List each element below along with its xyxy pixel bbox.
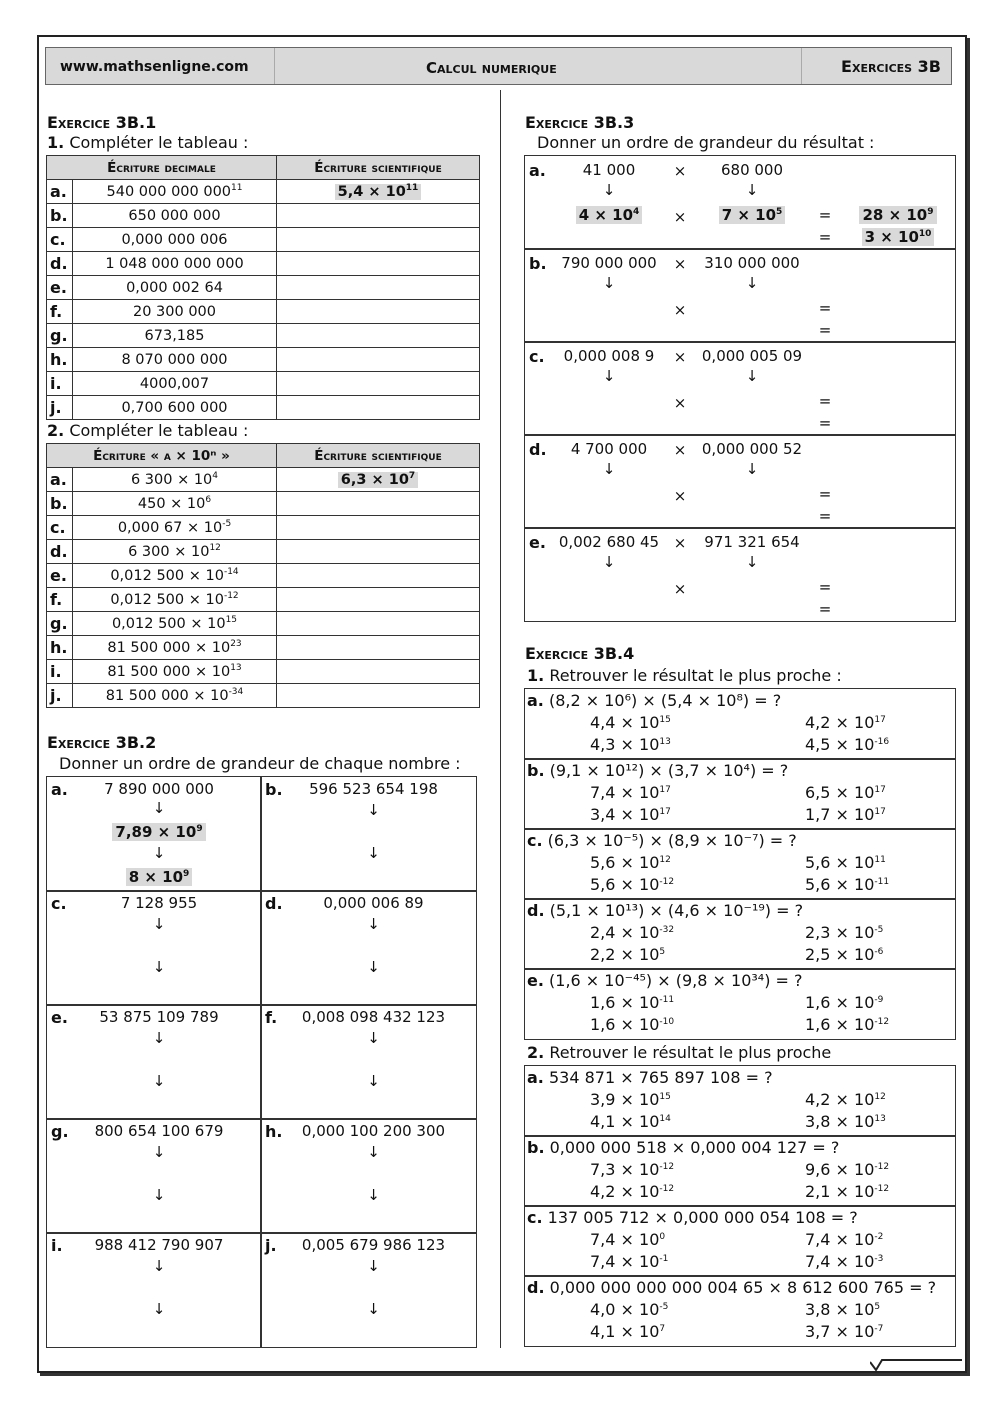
answer-option[interactable]: $3,9 \times 10^{15}$ (590, 1090, 671, 1109)
ex2-instruction: Donner un ordre de grandeur de chaque nombre : (59, 754, 461, 773)
site-url[interactable]: www.mathsenligne.com (60, 59, 249, 75)
table-row (47, 180, 480, 204)
cell-letter: e. (51, 1008, 68, 1027)
row-letter: i. (47, 372, 73, 396)
table-row (47, 252, 480, 276)
table-row (47, 492, 480, 516)
given-value: 20 300 000 (73, 300, 277, 324)
arrow: ↓ (745, 274, 759, 292)
page-corner-mark (870, 1356, 962, 1372)
answer-option[interactable]: $4,1 \times 10^7$ (590, 1322, 666, 1341)
given-value: 0,012 $500 \times 10^{-12}$ (73, 588, 277, 612)
mcq-item (524, 1205, 956, 1277)
times-sign: × (673, 348, 687, 366)
number: 7 890 000 000 (104, 780, 214, 798)
times-sign: × (673, 394, 687, 412)
times-sign: × (673, 255, 687, 273)
factor-1: 790 000 000 (561, 254, 657, 272)
arrow: ↓ (602, 367, 616, 385)
answer-option[interactable]: $7,4 \times 10^{-2}$ (805, 1230, 884, 1249)
arrow: ↓ (152, 1072, 166, 1090)
ex1-table1 (46, 155, 480, 420)
answer-cell[interactable] (277, 684, 480, 708)
mcq-item (524, 1135, 956, 1207)
table-row (47, 228, 480, 252)
question: b. (9,1 × 10¹²) × (3,7 × 10⁴) = ? (527, 761, 789, 780)
answer-cell[interactable] (277, 396, 480, 420)
ex1-title: Exercice 3B.1 (47, 113, 157, 132)
mcq-item (524, 828, 956, 900)
answer-option[interactable]: $4,2 \times 10^{-12}$ (590, 1182, 675, 1201)
factor-2: 680 000 (720, 161, 784, 179)
row-letter: c. (529, 347, 545, 366)
row-letter: e. (47, 564, 73, 588)
mcq-item (524, 688, 956, 760)
equals-sign: = (818, 206, 832, 224)
ex4-title: Exercice 3B.4 (525, 644, 635, 663)
arrow: ↓ (152, 1186, 166, 1204)
factor-2: 0,000 000 52 (701, 440, 803, 458)
exercise-ref: Exercices 3B (841, 57, 941, 76)
number: 0,000 100 200 300 (301, 1122, 446, 1140)
arrow: ↓ (152, 799, 166, 817)
answer-cell[interactable] (277, 636, 480, 660)
question: c. 137 005 712 × 0,000 000 054 108 = ? (527, 1208, 858, 1227)
scientific-form: $7,89 \times 10^9$ (77, 823, 241, 841)
number: 596 523 654 198 (309, 780, 438, 798)
result-2: $3 \times 10^{10}$ (843, 228, 953, 246)
row-letter: a. (47, 180, 73, 204)
answer-option[interactable]: $3,7 \times 10^{-7}$ (805, 1322, 884, 1341)
row-letter: a. (47, 468, 73, 492)
given-value: 650 000 000 (73, 204, 277, 228)
given-value: 4000,007 (73, 372, 277, 396)
arrow: ↓ (602, 553, 616, 571)
given-value: 1 048 000 000 000 (73, 252, 277, 276)
answer-option[interactable]: $1,7 \times 10^{17}$ (805, 805, 886, 824)
cell-letter: i. (51, 1236, 63, 1255)
answer-cell[interactable] (277, 348, 480, 372)
row-letter: a. (529, 161, 546, 180)
row-letter: e. (47, 276, 73, 300)
equals-sign: = (818, 299, 832, 317)
arrow: ↓ (367, 1300, 380, 1318)
table-row (47, 324, 480, 348)
answer-option[interactable]: $3,8 \times 10^{13}$ (805, 1112, 886, 1131)
order-cell[interactable] (260, 1004, 477, 1120)
result-1: $28 \times 10^9$ (843, 206, 953, 224)
order-form: $8 \times 10^9$ (77, 868, 241, 886)
question: a. (8,2 × 10⁶) × (5,4 × 10⁸) = ? (527, 691, 782, 710)
times-sign: × (673, 208, 687, 226)
approx-1: $4 \times 10^4$ (549, 206, 669, 224)
example-answer: $5,4 \times 10^{11}$ (335, 184, 422, 200)
number: 0,005 679 986 123 (301, 1236, 446, 1254)
mcq-item (524, 1275, 956, 1347)
order-cell[interactable] (46, 890, 262, 1006)
arrow: ↓ (367, 1257, 380, 1275)
answer-option[interactable]: $3,4 \times 10^{17}$ (590, 805, 671, 824)
given-value: 0,012 $500 \times 10^{15}$ (73, 612, 277, 636)
arrow: ↓ (152, 1029, 166, 1047)
times-sign: × (673, 162, 687, 180)
col-header: Écriture scientifique (277, 156, 480, 180)
equals-sign: = (818, 578, 832, 596)
table-row (47, 588, 480, 612)
row-letter: c. (47, 228, 73, 252)
equals-sign: = (818, 392, 832, 410)
answer-cell[interactable] (277, 588, 480, 612)
arrow: ↓ (152, 1300, 166, 1318)
arrow: ↓ (367, 844, 380, 862)
question: a. 534 871 × 765 897 108 = ? (527, 1068, 773, 1087)
number: 988 412 790 907 (94, 1236, 224, 1254)
table-row (47, 684, 480, 708)
question: d. (5,1 × 10¹³) × (4,6 × 10⁻¹⁹) = ? (527, 901, 804, 920)
given-value: 0,000 000 006 (73, 228, 277, 252)
number: 800 654 100 679 (94, 1122, 224, 1140)
given-value: 0,000 002 64 (73, 276, 277, 300)
question: e. (1,6 × 10⁻⁴⁵) × (9,8 × 10³⁴) = ? (527, 971, 803, 990)
answer-option[interactable]: $1,6 \times 10^{-12}$ (805, 1015, 890, 1034)
answer-option[interactable]: $4,0 \times 10^{-5}$ (590, 1300, 669, 1319)
answer-option[interactable]: $7,3 \times 10^{-12}$ (590, 1160, 675, 1179)
given-value: 673,185 (73, 324, 277, 348)
answer-cell[interactable] (277, 564, 480, 588)
product-row[interactable] (524, 527, 956, 622)
factor-2: 310 000 000 (704, 254, 800, 272)
answer-option[interactable]: $4,3 \times 10^{13}$ (590, 735, 671, 754)
cell-letter: g. (51, 1122, 69, 1141)
table-row (47, 300, 480, 324)
answer-option[interactable]: $4,1 \times 10^{14}$ (590, 1112, 671, 1131)
factor-1: 41 000 (582, 161, 636, 179)
cell-letter: b. (265, 780, 283, 799)
answer-option[interactable]: $2,2 \times 10^5$ (590, 945, 666, 964)
ex3-instruction: Donner un ordre de grandeur du résultat : (537, 133, 875, 152)
cell-letter: c. (51, 894, 67, 913)
given-value: 0,700 600 000 (73, 396, 277, 420)
arrow: ↓ (152, 958, 166, 976)
row-letter: j. (47, 396, 73, 420)
arrow: ↓ (367, 801, 380, 819)
answer-option[interactable]: $1,6 \times 10^{-9}$ (805, 993, 884, 1012)
equals-sign: = (818, 485, 832, 503)
answer-option[interactable]: $2,3 \times 10^{-5}$ (805, 923, 884, 942)
answer-cell[interactable] (277, 516, 480, 540)
times-sign: × (673, 534, 687, 552)
table-row (47, 540, 480, 564)
ex4-part2-instruction: 2. Retrouver le résultat le plus proche (527, 1043, 832, 1062)
times-sign: × (673, 301, 687, 319)
order-cell[interactable] (260, 776, 477, 892)
arrow: ↓ (367, 1072, 380, 1090)
answer-cell[interactable] (277, 324, 480, 348)
order-cell[interactable] (260, 1232, 477, 1348)
arrow: ↓ (152, 844, 166, 862)
arrow: ↓ (745, 460, 759, 478)
answer-cell[interactable] (277, 492, 480, 516)
answer-option[interactable]: $4,5 \times 10^{-16}$ (805, 735, 890, 754)
times-sign: × (673, 441, 687, 459)
answer-option[interactable]: $5,6 \times 10^{11}$ (805, 853, 886, 872)
factor-1: 0,000 008 9 (563, 347, 655, 365)
answer-option[interactable]: $5,6 \times 10^{-11}$ (805, 875, 890, 894)
arrow: ↓ (602, 274, 616, 292)
question: d. 0,000 000 000 000 004 65 × 8 612 600 765 = ? (527, 1278, 937, 1297)
row-letter: f. (47, 300, 73, 324)
col-header: Écriture scientifique (277, 444, 480, 468)
order-cell[interactable] (260, 890, 477, 1006)
approx-2: $7 \times 10^5$ (692, 206, 812, 224)
table-row (47, 564, 480, 588)
product-row[interactable] (524, 155, 956, 250)
table-row (47, 468, 480, 492)
answer-option[interactable]: $2,4 \times 10^{-32}$ (590, 923, 675, 942)
answer-option[interactable]: $1,6 \times 10^{-10}$ (590, 1015, 675, 1034)
number: 53 875 109 789 (99, 1008, 219, 1026)
answer-cell[interactable] (277, 180, 480, 204)
row-letter: h. (47, 348, 73, 372)
answer-option[interactable]: $6,5 \times 10^{17}$ (805, 783, 886, 802)
arrow: ↓ (745, 553, 759, 571)
ex2-title: Exercice 3B.2 (47, 733, 157, 752)
example-answer: $6,3 \times 10^7$ (338, 472, 418, 488)
product-row[interactable] (524, 341, 956, 436)
factor-1: 0,002 680 45 (558, 533, 660, 551)
answer-option[interactable]: $5,6 \times 10^{12}$ (590, 853, 671, 872)
mcq-item (524, 898, 956, 970)
answer-option[interactable]: $7,4 \times 10^{17}$ (590, 783, 671, 802)
times-sign: × (673, 580, 687, 598)
cell-letter: f. (265, 1008, 278, 1027)
arrow: ↓ (367, 1143, 380, 1161)
ex4-part1-instruction: 1. Retrouver le résultat le plus proche : (527, 666, 842, 685)
answer-option[interactable]: $7,4 \times 10^{-1}$ (590, 1252, 669, 1271)
row-letter: j. (47, 684, 73, 708)
equals-sign: = (818, 600, 832, 618)
row-letter: g. (47, 612, 73, 636)
table-row (47, 372, 480, 396)
row-letter: c. (47, 516, 73, 540)
page-title: Calcul numerique (426, 59, 557, 77)
col-header: Écriture decimale (47, 156, 277, 180)
arrow: ↓ (602, 460, 616, 478)
order-cell[interactable] (46, 1118, 262, 1234)
column-divider (500, 90, 501, 1348)
answer-option[interactable]: $2,5 \times 10^{-6}$ (805, 945, 884, 964)
arrow: ↓ (152, 1143, 166, 1161)
row-letter: d. (47, 252, 73, 276)
answer-option[interactable]: $2,1 \times 10^{-12}$ (805, 1182, 890, 1201)
row-letter: b. (47, 204, 73, 228)
mcq-item (524, 968, 956, 1040)
times-sign: × (673, 487, 687, 505)
ex3-title: Exercice 3B.3 (525, 113, 635, 132)
factor-1: 4 700 000 (570, 440, 648, 458)
answer-cell[interactable] (277, 276, 480, 300)
given-value: 6 $300 \times 10^{12}$ (73, 540, 277, 564)
arrow: ↓ (367, 915, 380, 933)
answer-cell[interactable] (277, 252, 480, 276)
answer-option[interactable]: $7,4 \times 10^0$ (590, 1230, 666, 1249)
mcq-item (524, 1065, 956, 1137)
question: b. 0,000 000 518 × 0,000 004 127 = ? (527, 1138, 840, 1157)
cell-letter: d. (265, 894, 283, 913)
order-cell[interactable] (46, 776, 262, 892)
answer-option[interactable]: $4,2 \times 10^{17}$ (805, 713, 886, 732)
table-row (47, 636, 480, 660)
cell-letter: a. (51, 780, 68, 799)
answer-cell[interactable] (277, 540, 480, 564)
answer-cell[interactable] (277, 372, 480, 396)
answer-option[interactable]: $4,2 \times 10^{12}$ (805, 1090, 886, 1109)
answer-cell[interactable] (277, 468, 480, 492)
given-value: 6 $300 \times 10^4$ (73, 468, 277, 492)
given-value: 81 500 $000 \times 10^{-34}$ (73, 684, 277, 708)
answer-option[interactable]: $4,4 \times 10^{15}$ (590, 713, 671, 732)
table-row (47, 204, 480, 228)
answer-cell[interactable] (277, 300, 480, 324)
arrow: ↓ (367, 958, 380, 976)
answer-option[interactable]: $1,6 \times 10^{-11}$ (590, 993, 675, 1012)
given-value: 8 070 000 000 (73, 348, 277, 372)
row-letter: i. (47, 660, 73, 684)
order-cell[interactable] (46, 1004, 262, 1120)
arrow: ↓ (602, 181, 616, 199)
mcq-item (524, 758, 956, 830)
equals-sign: = (818, 321, 832, 339)
arrow: ↓ (367, 1186, 380, 1204)
answer-option[interactable]: $5,6 \times 10^{-12}$ (590, 875, 675, 894)
order-cell[interactable] (46, 1232, 262, 1348)
row-letter: b. (47, 492, 73, 516)
arrow: ↓ (367, 1029, 380, 1047)
page-header (45, 47, 952, 85)
answer-cell[interactable] (277, 612, 480, 636)
given-value: 81 500 $000 \times 10^{13}$ (73, 660, 277, 684)
table-row (47, 612, 480, 636)
number: 0,008 098 432 123 (301, 1008, 446, 1026)
row-letter: f. (47, 588, 73, 612)
row-letter: h. (47, 636, 73, 660)
factor-2: 0,000 005 09 (701, 347, 803, 365)
ex1-part2-instruction: 2. Compléter le tableau : (47, 421, 249, 440)
equals-sign: = (818, 507, 832, 525)
arrow: ↓ (745, 367, 759, 385)
cell-letter: j. (265, 1236, 277, 1255)
table-row (47, 516, 480, 540)
row-letter: g. (47, 324, 73, 348)
equals-sign: = (818, 414, 832, 432)
order-cell[interactable] (260, 1118, 477, 1234)
row-letter: e. (529, 533, 546, 552)
product-row[interactable] (524, 434, 956, 529)
given-value: 540 000 000 $000^{11}$ (73, 180, 277, 204)
given-value: 0,012 $500 \times 10^{-14}$ (73, 564, 277, 588)
product-row[interactable] (524, 248, 956, 343)
answer-option[interactable]: $7,4 \times 10^{-3}$ (805, 1252, 884, 1271)
arrow: ↓ (745, 181, 759, 199)
answer-cell[interactable] (277, 660, 480, 684)
given-value: 0,000 $67 \times 10^{-5}$ (73, 516, 277, 540)
table-row (47, 348, 480, 372)
equals-sign: = (818, 228, 832, 246)
row-letter: d. (529, 440, 547, 459)
answer-cell[interactable] (277, 204, 480, 228)
question: c. (6,3 × 10⁻⁵) × (8,9 × 10⁻⁷) = ? (527, 831, 797, 850)
answer-option[interactable]: $3,8 \times 10^5$ (805, 1300, 881, 1319)
col-header: Écriture « a × 10ⁿ » (47, 444, 277, 468)
ex1-table2 (46, 443, 480, 708)
row-letter: d. (47, 540, 73, 564)
arrow: ↓ (152, 915, 166, 933)
number: 7 128 955 (120, 894, 198, 912)
ex1-part1-instruction: 1. Compléter le tableau : (47, 133, 249, 152)
table-row (47, 396, 480, 420)
cell-letter: h. (265, 1122, 283, 1141)
answer-option[interactable]: $9,6 \times 10^{-12}$ (805, 1160, 890, 1179)
factor-2: 971 321 654 (704, 533, 800, 551)
row-letter: b. (529, 254, 547, 273)
table-row (47, 276, 480, 300)
answer-cell[interactable] (277, 228, 480, 252)
given-value: 81 500 $000 \times 10^{23}$ (73, 636, 277, 660)
arrow: ↓ (152, 1257, 166, 1275)
number: 0,000 006 89 (323, 894, 424, 912)
table-row (47, 660, 480, 684)
given-value: $450 \times 10^6$ (73, 492, 277, 516)
